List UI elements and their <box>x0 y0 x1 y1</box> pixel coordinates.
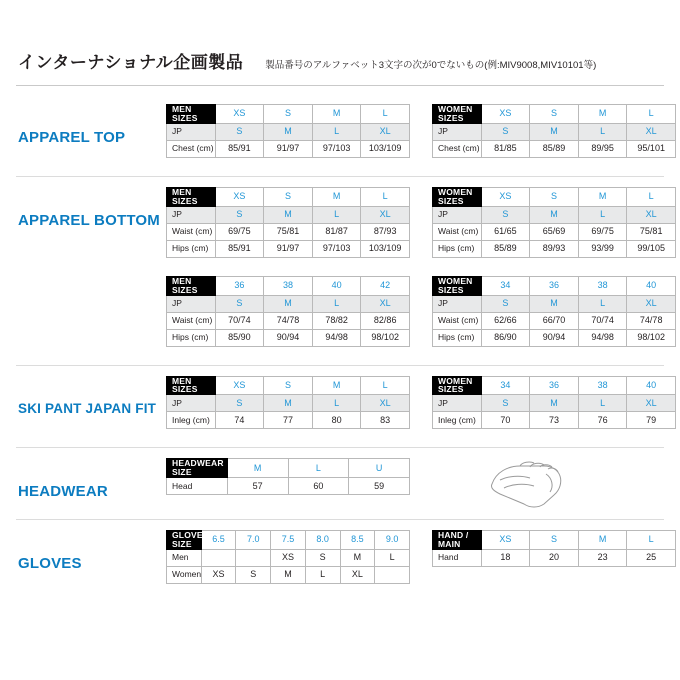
cell: 97/103 <box>312 140 361 157</box>
table-row <box>433 295 676 312</box>
table-row <box>433 206 676 223</box>
size-header-cell: S <box>530 530 579 549</box>
size-header-cell: 7.0 <box>236 530 271 549</box>
size-header-cell: S <box>264 187 313 206</box>
cell: XL <box>627 206 676 223</box>
cell: XL <box>361 395 410 412</box>
cell: 73 <box>530 412 579 429</box>
cell: 66/70 <box>530 312 579 329</box>
cell: M <box>530 206 579 223</box>
table-row <box>167 395 410 412</box>
cell: 75/81 <box>264 223 313 240</box>
cell: M <box>530 123 579 140</box>
cell: 80 <box>312 412 361 429</box>
section-ski-pant-japan-fit <box>16 376 664 430</box>
cell: M <box>264 295 313 312</box>
section-apparel-bottom-numeric <box>16 276 664 347</box>
cell: 74/78 <box>264 312 313 329</box>
size-header-cell: M <box>312 376 361 395</box>
section-gloves <box>16 530 664 584</box>
cell: M <box>530 295 579 312</box>
table-head-label: MEN SIZES <box>167 276 216 295</box>
table-row <box>167 566 410 583</box>
cell <box>201 549 236 566</box>
cell: 60 <box>288 478 349 495</box>
size-header-cell: XS <box>481 530 530 549</box>
table-row <box>433 223 676 240</box>
cell: 85/89 <box>481 240 530 257</box>
table-row <box>167 412 410 429</box>
cell: 91/97 <box>264 240 313 257</box>
cell: M <box>264 395 313 412</box>
cell: 61/65 <box>481 223 530 240</box>
size-header-cell: XS <box>481 187 530 206</box>
cell: 75/81 <box>627 223 676 240</box>
cell: 23 <box>578 549 627 566</box>
cell: 74 <box>215 412 264 429</box>
section-headwear <box>16 458 664 501</box>
row-label: JP <box>433 295 482 312</box>
cell: M <box>264 206 313 223</box>
table-row <box>167 206 410 223</box>
cell: 91/97 <box>264 140 313 157</box>
section-label-apparel-bottom: APPAREL BOTTOM <box>18 211 160 229</box>
size-header-cell: L <box>361 187 410 206</box>
cell: 95/101 <box>627 140 676 157</box>
cell: S <box>481 206 530 223</box>
table-head-label: HAND / MAIN <box>433 530 482 549</box>
cell: XL <box>361 206 410 223</box>
cell: 70 <box>481 412 530 429</box>
row-label: Inleg (cm) <box>433 412 482 429</box>
cell: XL <box>627 295 676 312</box>
section-label-empty <box>16 276 166 302</box>
row-label: JP <box>167 123 216 140</box>
table-row <box>433 140 676 157</box>
cell: M <box>264 123 313 140</box>
size-header-cell: M <box>578 530 627 549</box>
page-note: 製品番号のアルファベット3文字の次が0でないもの(例:MIV9008,MIV10101等) <box>265 60 597 71</box>
section-label-apparel-top: APPAREL TOP <box>18 129 126 146</box>
size-header-cell: 36 <box>530 276 579 295</box>
table-row <box>433 329 676 346</box>
cell: XS <box>271 549 306 566</box>
size-header-cell: M <box>227 459 288 478</box>
table-head-label: MEN SIZES <box>167 376 216 395</box>
cell: L <box>578 295 627 312</box>
row-label: Waist (cm) <box>167 223 216 240</box>
cell: 86/90 <box>481 329 530 346</box>
table-men-ski-pant <box>166 376 410 430</box>
size-header-cell: S <box>264 376 313 395</box>
table-row <box>167 478 410 495</box>
cell: S <box>481 123 530 140</box>
row-label: Inleg (cm) <box>167 412 216 429</box>
row-label: Hips (cm) <box>433 240 482 257</box>
table-row <box>167 223 410 240</box>
row-label: Hips (cm) <box>167 240 216 257</box>
cell: XL <box>340 566 375 583</box>
size-header-cell: XS <box>215 187 264 206</box>
row-label: JP <box>433 395 482 412</box>
cell: 79 <box>627 412 676 429</box>
cell: 57 <box>227 478 288 495</box>
table-row <box>433 549 676 566</box>
table-women-apparel-bottom <box>432 187 676 258</box>
cell: XL <box>627 395 676 412</box>
size-header-cell: 40 <box>312 276 361 295</box>
cell: 87/93 <box>361 223 410 240</box>
cell: 25 <box>627 549 676 566</box>
cell: 103/109 <box>361 140 410 157</box>
table-men-apparel-top <box>166 104 410 158</box>
size-header-cell: XS <box>215 105 264 124</box>
table-row <box>167 295 410 312</box>
cell: 70/74 <box>215 312 264 329</box>
cell: XS <box>201 566 236 583</box>
cell: 89/95 <box>578 140 627 157</box>
cell: 18 <box>481 549 530 566</box>
cell: 85/90 <box>215 329 264 346</box>
row-label: Women <box>167 566 202 583</box>
cell: 62/66 <box>481 312 530 329</box>
row-label: Men <box>167 549 202 566</box>
table-row <box>433 312 676 329</box>
cell: S <box>215 395 264 412</box>
table-head-label: MEN SIZES <box>167 105 216 124</box>
cell: 83 <box>361 412 410 429</box>
size-header-cell: 36 <box>530 376 579 395</box>
size-header-cell: M <box>578 105 627 124</box>
section-apparel-top <box>16 104 664 158</box>
cell: 98/102 <box>627 329 676 346</box>
cell: 81/87 <box>312 223 361 240</box>
size-header-cell: 8.5 <box>340 530 375 549</box>
table-row <box>433 123 676 140</box>
section-label-headwear: HEADWEAR <box>18 483 108 501</box>
size-header-cell: 40 <box>627 376 676 395</box>
cell: 74/78 <box>627 312 676 329</box>
row-label: Waist (cm) <box>433 223 482 240</box>
size-header-cell: XS <box>215 376 264 395</box>
cell: 59 <box>349 478 410 495</box>
cell: L <box>312 206 361 223</box>
table-hand-main <box>432 530 676 584</box>
cell: 99/105 <box>627 240 676 257</box>
cell: L <box>578 395 627 412</box>
cell: L <box>578 206 627 223</box>
cell: XL <box>361 295 410 312</box>
size-header-cell: 38 <box>264 276 313 295</box>
cell: XL <box>627 123 676 140</box>
row-label: JP <box>433 206 482 223</box>
size-header-cell: M <box>578 187 627 206</box>
cell: S <box>215 206 264 223</box>
section-apparel-bottom <box>16 187 664 258</box>
cell: 81/85 <box>481 140 530 157</box>
table-men-apparel-bottom <box>166 187 410 258</box>
cell <box>236 549 271 566</box>
size-header-cell: 40 <box>627 276 676 295</box>
table-row <box>167 312 410 329</box>
size-header-cell: L <box>361 376 410 395</box>
size-header-cell: M <box>312 187 361 206</box>
table-women-ski-pant <box>432 376 676 430</box>
table-head-label: WOMEN SIZES <box>433 187 482 206</box>
size-header-cell: 7.5 <box>271 530 306 549</box>
table-gloves-size <box>166 530 410 584</box>
table-women-apparel-top <box>432 104 676 158</box>
table-head-label: GLOVES SIZE <box>167 530 202 549</box>
cell: L <box>375 549 410 566</box>
page-title: インターナショナル企画製品 <box>18 53 244 72</box>
row-label: Hips (cm) <box>433 329 482 346</box>
table-women-numeric <box>432 276 676 347</box>
table-head-label: HEADWEAR SIZE <box>167 459 228 478</box>
cell: S <box>305 549 340 566</box>
size-header-cell: 36 <box>215 276 264 295</box>
size-header-cell: L <box>361 105 410 124</box>
cell: L <box>578 123 627 140</box>
cell: 94/98 <box>578 329 627 346</box>
row-label: Waist (cm) <box>433 312 482 329</box>
table-row <box>433 240 676 257</box>
size-header-cell: M <box>312 105 361 124</box>
cell: 98/102 <box>361 329 410 346</box>
size-header-cell: S <box>264 105 313 124</box>
table-row <box>167 329 410 346</box>
size-header-cell: 42 <box>361 276 410 295</box>
cell: 85/91 <box>215 140 264 157</box>
row-label: JP <box>167 395 216 412</box>
size-header-cell: 6.5 <box>201 530 236 549</box>
cell: 93/99 <box>578 240 627 257</box>
table-head-label: MEN SIZES <box>167 187 216 206</box>
cell: S <box>481 295 530 312</box>
table-row <box>167 240 410 257</box>
size-header-cell: L <box>288 459 349 478</box>
section-label-ski-pant-japan-fit: SKI PANT JAPAN FIT <box>18 400 157 416</box>
size-header-cell: L <box>627 187 676 206</box>
cell: XL <box>361 123 410 140</box>
size-header-cell: 34 <box>481 276 530 295</box>
cell: 78/82 <box>312 312 361 329</box>
cell: 76 <box>578 412 627 429</box>
row-label: JP <box>167 206 216 223</box>
size-header-cell: 38 <box>578 376 627 395</box>
cell: 69/75 <box>215 223 264 240</box>
document-header <box>16 0 664 73</box>
cell: L <box>312 295 361 312</box>
table-head-label: WOMEN SIZES <box>433 105 482 124</box>
cell: 103/109 <box>361 240 410 257</box>
row-label: Hips (cm) <box>167 329 216 346</box>
row-label: JP <box>433 123 482 140</box>
row-label: Chest (cm) <box>167 140 216 157</box>
cell: S <box>215 123 264 140</box>
cell: 65/69 <box>530 223 579 240</box>
cell <box>375 566 410 583</box>
cell: 97/103 <box>312 240 361 257</box>
row-label: Chest (cm) <box>433 140 482 157</box>
size-header-cell: 38 <box>578 276 627 295</box>
table-row <box>167 549 410 566</box>
cell: 85/91 <box>215 240 264 257</box>
row-label: Hand <box>433 549 482 566</box>
cell: 69/75 <box>578 223 627 240</box>
cell: M <box>530 395 579 412</box>
cell: 82/86 <box>361 312 410 329</box>
cell: S <box>481 395 530 412</box>
size-header-cell: U <box>349 459 410 478</box>
row-label: JP <box>167 295 216 312</box>
size-header-cell: 8.0 <box>305 530 340 549</box>
cell: 70/74 <box>578 312 627 329</box>
size-header-cell: XS <box>481 105 530 124</box>
size-header-cell: L <box>627 530 676 549</box>
row-label: Head <box>167 478 228 495</box>
cell: L <box>305 566 340 583</box>
cell: 77 <box>264 412 313 429</box>
table-head-label: WOMEN SIZES <box>433 276 482 295</box>
cell: S <box>236 566 271 583</box>
size-header-cell: L <box>627 105 676 124</box>
cell: 20 <box>530 549 579 566</box>
cell: L <box>312 123 361 140</box>
glove-icon <box>486 454 572 512</box>
cell: S <box>215 295 264 312</box>
table-row <box>433 395 676 412</box>
cell: 89/93 <box>530 240 579 257</box>
table-row <box>433 412 676 429</box>
size-header-cell: 34 <box>481 376 530 395</box>
section-label-gloves: GLOVES <box>18 554 82 572</box>
table-row <box>167 123 410 140</box>
cell: 85/89 <box>530 140 579 157</box>
cell: M <box>340 549 375 566</box>
table-headwear <box>166 458 410 495</box>
row-label: Waist (cm) <box>167 312 216 329</box>
cell: 90/94 <box>264 329 313 346</box>
cell: L <box>312 395 361 412</box>
table-men-numeric <box>166 276 410 347</box>
cell: M <box>271 566 306 583</box>
cell: 90/94 <box>530 329 579 346</box>
table-head-label: WOMEN SIZES <box>433 376 482 395</box>
size-header-cell: S <box>530 105 579 124</box>
cell: 94/98 <box>312 329 361 346</box>
size-header-cell: 9.0 <box>375 530 410 549</box>
size-header-cell: S <box>530 187 579 206</box>
table-row <box>167 140 410 157</box>
